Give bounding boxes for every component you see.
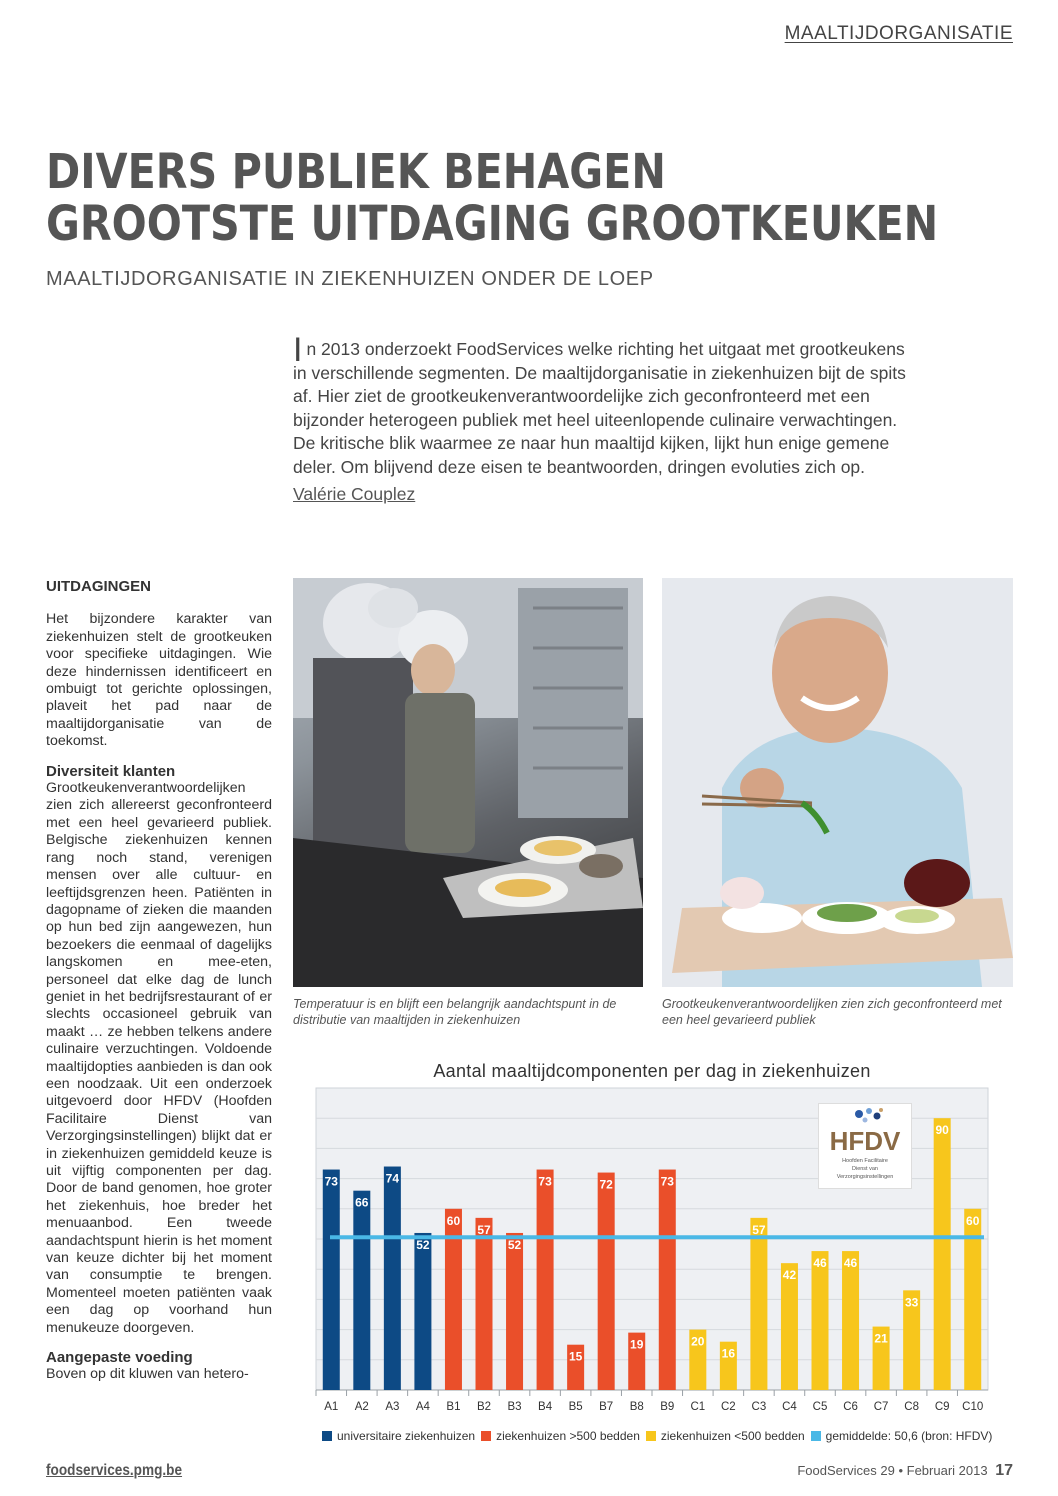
legend-label: gemiddelde: 50,6 (bron: HFDV) <box>825 1429 993 1443</box>
bar-b2 <box>476 1218 493 1390</box>
bar-value-label: 33 <box>904 1295 919 1310</box>
bar-c6 <box>842 1251 859 1390</box>
x-tick-label: B4 <box>538 1401 553 1413</box>
legend-item <box>481 1429 640 1443</box>
section-tag: MAALTIJDORGANISATIE <box>784 23 1013 44</box>
paragraph-3: Boven op dit kluwen van hetero- <box>46 1366 249 1383</box>
title-line-2: GROOTSTE UITDAGING GROOTKEUKEN <box>46 196 939 252</box>
x-tick-label: C4 <box>782 1401 797 1413</box>
legend-swatch <box>811 1431 821 1441</box>
x-tick-label: A2 <box>354 1401 369 1413</box>
bar-value-label: 46 <box>813 1256 827 1271</box>
bar-value-label: 73 <box>538 1174 552 1189</box>
x-tick-label: C5 <box>812 1401 828 1413</box>
footer-issue <box>797 1462 1013 1480</box>
article-title <box>46 144 939 252</box>
x-tick-label: B5 <box>568 1401 583 1413</box>
bar-a3 <box>384 1167 401 1390</box>
photo-caption-1: Temperatuur is en blijft een belangrijk aandachtspunt in de distributie van maaltijden in ziekenhuizen <box>293 997 617 1027</box>
article-subtitle: MAALTIJDORGANISATIE IN ZIEKENHUIZEN ONDER DE LOEP <box>46 268 654 290</box>
x-tick-label: B7 <box>599 1401 614 1413</box>
chart-legend <box>322 1429 1012 1444</box>
chart-title: Aantal maaltijdcomponenten per dag in ziekenhuizen <box>433 1061 871 1081</box>
bar-a4 <box>414 1233 431 1390</box>
bar-c5 <box>812 1251 829 1390</box>
bar-value-label: 73 <box>660 1174 674 1189</box>
bar-value-label: 42 <box>782 1268 797 1283</box>
x-tick-label: C1 <box>690 1401 706 1413</box>
hfdv-logo <box>818 1103 912 1189</box>
bar-value-label: 90 <box>935 1123 949 1138</box>
x-tick-label: B1 <box>446 1401 461 1413</box>
x-tick-label: C3 <box>751 1401 767 1413</box>
legend-item <box>322 1429 475 1443</box>
bar-value-label: 19 <box>630 1337 644 1352</box>
footer-website-link[interactable]: foodservices.pmg.be <box>46 1462 183 1479</box>
bar-value-label: 57 <box>477 1222 491 1237</box>
x-tick-label: C7 <box>873 1401 889 1413</box>
heading-diversiteit: Diversiteit klanten <box>46 762 176 780</box>
legend-label: ziekenhuizen <500 bedden <box>660 1429 805 1443</box>
x-tick-label: B2 <box>476 1401 492 1413</box>
bar-value-label: 60 <box>966 1213 980 1228</box>
hfdv-logo-graphic <box>819 1104 911 1188</box>
kitchen-illustration <box>293 578 643 987</box>
x-tick-label: B8 <box>629 1401 644 1413</box>
bar-value-label: 46 <box>843 1256 858 1271</box>
bar-value-label: 15 <box>568 1349 583 1364</box>
x-tick-label: A4 <box>415 1401 430 1413</box>
bar-value-label: 52 <box>507 1237 522 1252</box>
x-tick-label: B9 <box>660 1401 675 1413</box>
author-link[interactable]: Valérie Couplez <box>293 484 416 504</box>
x-tick-label: C8 <box>904 1401 919 1413</box>
x-tick-label: B3 <box>507 1401 522 1413</box>
svg-text:Hoofden Facilitaire: Hoofden Facilitaire <box>842 1158 888 1164</box>
legend-label: universitaire ziekenhuizen <box>337 1429 476 1443</box>
legend-swatch <box>646 1431 656 1441</box>
bar-c3 <box>750 1218 767 1390</box>
heading-uitdagingen: UITDAGINGEN <box>46 578 151 595</box>
bar-b4 <box>537 1170 554 1390</box>
bar-b3 <box>506 1233 523 1390</box>
left-column <box>46 578 272 1384</box>
patient-illustration <box>662 578 1013 987</box>
intro-dropcap: I <box>293 331 303 369</box>
bar-value-label: 73 <box>324 1174 338 1189</box>
patient-photo <box>662 578 1013 987</box>
kitchen-photo <box>293 578 643 987</box>
bar-value-label: 66 <box>355 1195 369 1210</box>
chart-x-labels <box>316 1390 983 1413</box>
paragraph-1: Het bijzondere karakter van ziekenhuizen stelt de grootkeuken voor specifieke uitdagingen. Wie deze hindernissen identificeert en ombuigt tot gerichte oplossingen, plaveit het pad naar de maaltijdorganisatie van de toekomst. <box>46 611 272 750</box>
bar-value-label: 60 <box>446 1213 461 1228</box>
bar-c9 <box>934 1118 951 1390</box>
legend-swatch <box>322 1431 332 1441</box>
bar-value-label: 20 <box>691 1334 705 1349</box>
intro-paragraph <box>293 331 921 480</box>
x-tick-label: A3 <box>385 1401 400 1413</box>
bar-a1 <box>323 1170 340 1390</box>
legend-label: ziekenhuizen >500 bedden <box>496 1429 640 1443</box>
x-tick-label: C10 <box>962 1401 984 1413</box>
svg-text:Verzorgingsinstellingen: Verzorgingsinstellingen <box>836 1174 894 1180</box>
intro-text: n 2013 onderzoekt FoodServices welke richting het uitgaat met grootkeukens in verschillende segmenten. De maaltijdorganisatie in ziekenhuizen bijt de spits af. Hier ziet de grootkeukenverantwoordelijke zich geconfronteerd met een bijzonder heterogeen publiek met heel uiteenlopende culinaire verwachtingen. De kritische blik waarmee ze naar hun maaltijd kijken, lijkt hun enige gemene deler. Om blijvend deze eisen te beantwoorden, dringen evoluties zich op. <box>293 339 906 477</box>
bar-value-label: 57 <box>752 1222 766 1237</box>
bar-value-label: 21 <box>874 1331 888 1346</box>
bar-value-label: 16 <box>721 1346 736 1361</box>
x-tick-label: A1 <box>324 1401 339 1413</box>
page-number: 17 <box>995 1462 1013 1479</box>
legend-swatch <box>481 1431 491 1441</box>
bar-c4 <box>781 1263 798 1390</box>
bar-value-label: 74 <box>385 1171 400 1186</box>
bar-value-label: 52 <box>416 1237 430 1252</box>
paragraph-2: Grootkeukenverantwoordelijken zien zich allereerst geconfronteerd met een heel gevarieerd publiek. Belgische ziekenhuizen kennen rang noch stand, verenigen mensen over alle cultuur- en leeftijdsgrenzen heen. Patiënten in dagopname of zieken die maanden op hun bed zijn aangewezen, hun bezoekers die eenmaal of dagelijks langskomen en mee-eten, personeel dat elke dag de lunch geniet in het bedrijfsrestaurant of er slechts occasioneel gebruik van maakt … ze hebben telkens andere culinaire verzuchtingen. Voldoende maaltijdopties aanbieden is dan ook een noodzaak. Uit een onderzoek uitgevoerd door HFDV (Hoofden Facilitaire Dienst van Verzorgingsinstellingen) blijkt dat er in ziekenhuizen gemiddeld keuze is uit vijftig componenten per dag. Door de band genomen, hoe groter het ziekenhuis, hoe breder het menuaanbod. Een tweede aandachtspunt hierin is het moment van keuze dichter bij het moment van consumptie te brengen. Momenteel moeten patiënten vaak een dag op voorhand hun menukeuze doorgeven. <box>46 780 272 1336</box>
legend-item <box>646 1429 805 1443</box>
bar-b9 <box>659 1170 676 1390</box>
x-tick-label: C9 <box>934 1401 950 1413</box>
photo-caption-2: Grootkeukenverantwoordelijken zien zich geconfronteerd met een heel gevarieerd publiek <box>662 997 1002 1027</box>
heading-aangepaste-voeding: Aangepaste voeding <box>46 1349 193 1367</box>
x-tick-label: C6 <box>843 1401 858 1413</box>
footer-issue-text: FoodServices 29 • Februari 2013 <box>797 1463 988 1478</box>
title-line-1: DIVERS PUBLIEK BEHAGEN <box>46 144 666 200</box>
svg-text:Dienst van: Dienst van <box>852 1166 878 1172</box>
bar-a2 <box>353 1191 370 1390</box>
bar-value-label: 72 <box>599 1177 613 1192</box>
hfdv-logo-text: HFDV <box>829 1126 901 1156</box>
bar-b7 <box>598 1173 615 1390</box>
legend-item <box>811 1429 993 1443</box>
x-tick-label: C2 <box>721 1401 736 1413</box>
